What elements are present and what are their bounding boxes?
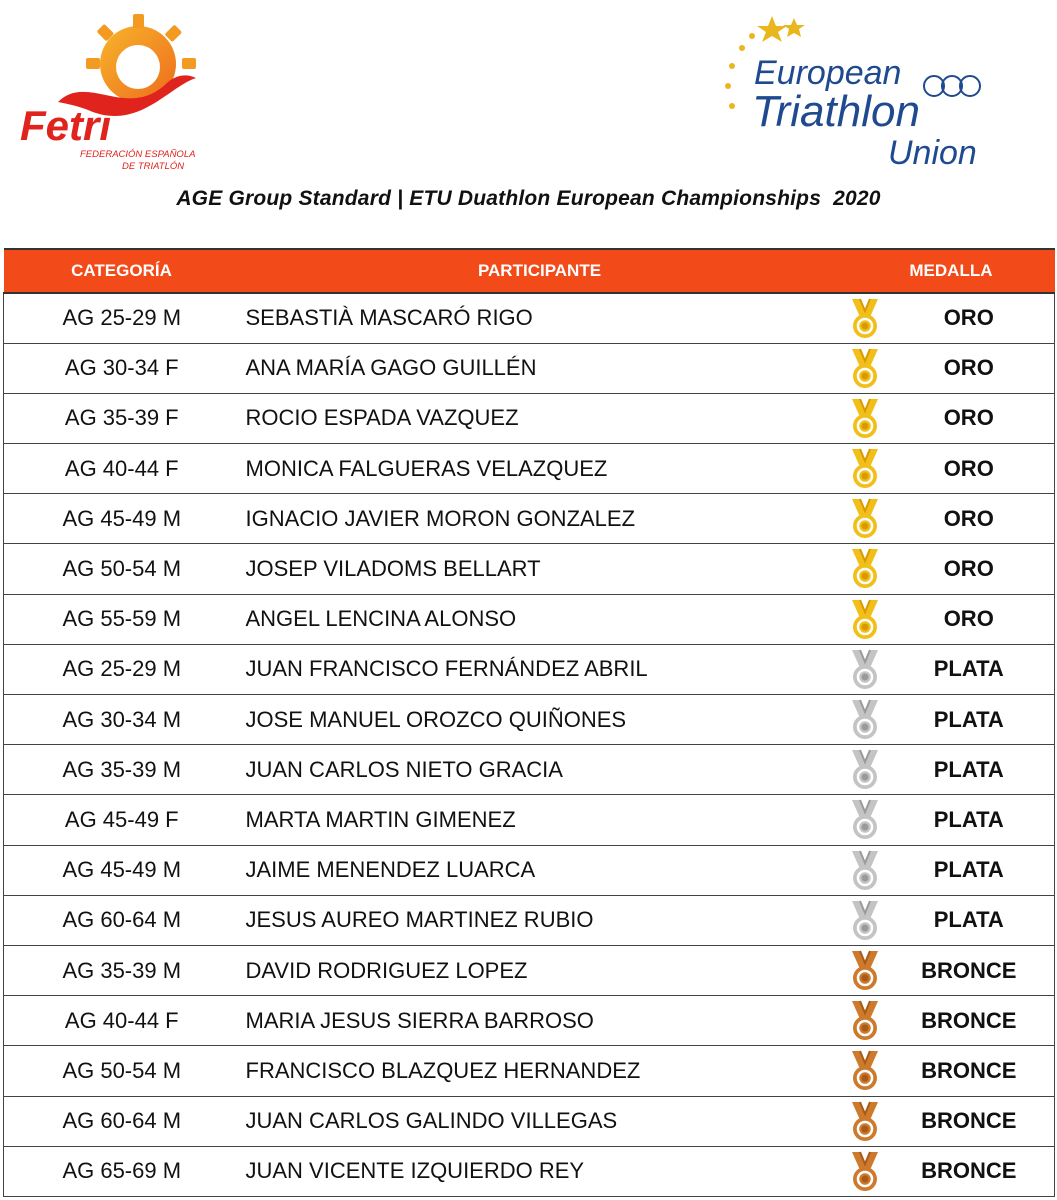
row-medal-cell [840, 845, 1055, 895]
table-row [4, 945, 1055, 995]
row-category: AG 35-39 M [4, 945, 240, 995]
medal-icon [848, 1100, 882, 1144]
header-participant: PARTICIPANTE [240, 249, 840, 293]
medal-icon [848, 447, 882, 491]
fetri-wordmark: Fetri [20, 102, 112, 149]
row-medal: BRONCE [921, 1108, 1017, 1134]
row-medal-cell [840, 695, 1055, 745]
header-category: CATEGORÍA [4, 249, 240, 293]
row-category: AG 60-64 M [4, 895, 240, 945]
row-category: AG 55-59 M [4, 594, 240, 644]
document-header [0, 0, 1057, 250]
row-medal: ORO [943, 355, 994, 381]
etu-line-3: Union [888, 134, 977, 172]
row-medal: PLATA [933, 857, 1004, 883]
results-table [3, 248, 1055, 1197]
row-participant: JAIME MENENDEZ LUARCA [240, 845, 840, 895]
row-participant: JOSEP VILADOMS BELLART [240, 544, 840, 594]
table-row [4, 795, 1055, 845]
etu-logo [712, 8, 1012, 178]
row-medal-cell [840, 544, 1055, 594]
row-medal-cell [840, 895, 1055, 945]
row-medal-cell [840, 1046, 1055, 1096]
medal-icon [848, 1150, 882, 1194]
row-medal: ORO [943, 505, 994, 531]
table-row [4, 1046, 1055, 1096]
row-participant: FRANCISCO BLAZQUEZ HERNANDEZ [240, 1046, 840, 1096]
etu-line-1: European [754, 54, 902, 92]
row-participant: ANA MARÍA GAGO GUILLÉN [240, 343, 840, 393]
row-medal-cell [840, 996, 1055, 1046]
row-category: AG 35-39 F [4, 393, 240, 443]
medal-icon [848, 999, 882, 1043]
medal-icon [848, 297, 882, 341]
row-participant: JUAN CARLOS NIETO GRACIA [240, 745, 840, 795]
table-row [4, 1096, 1055, 1146]
row-medal: PLATA [933, 656, 1004, 682]
row-medal: PLATA [933, 806, 1004, 832]
row-medal-cell [840, 594, 1055, 644]
row-participant: DAVID RODRIGUEZ LOPEZ [240, 945, 840, 995]
table-row [4, 644, 1055, 694]
row-medal-cell [840, 494, 1055, 544]
row-participant: MARTA MARTIN GIMENEZ [240, 795, 840, 845]
row-category: AG 65-69 M [4, 1146, 240, 1196]
row-medal: BRONCE [921, 957, 1017, 983]
row-medal-cell [840, 795, 1055, 845]
row-category: AG 45-49 M [4, 494, 240, 544]
row-category: AG 40-44 F [4, 444, 240, 494]
medal-icon [848, 648, 882, 692]
medal-icon [848, 397, 882, 441]
row-category: AG 60-64 M [4, 1096, 240, 1146]
row-medal-cell [840, 293, 1055, 343]
etu-line-2: Triathlon [752, 87, 920, 136]
row-medal-cell [840, 644, 1055, 694]
row-medal: BRONCE [921, 1158, 1017, 1184]
row-medal: PLATA [933, 706, 1004, 732]
rings-icon [924, 76, 980, 96]
row-category: AG 50-54 M [4, 544, 240, 594]
row-medal: BRONCE [921, 1007, 1017, 1033]
header-medal: MEDALLA [840, 249, 1055, 293]
row-medal: ORO [943, 606, 994, 632]
medal-icon [848, 1049, 882, 1093]
row-participant: JOSE MANUEL OROZCO QUIÑONES [240, 695, 840, 745]
fetri-logo [18, 12, 228, 182]
fetri-subtitle-2: DE TRIATLÓN [122, 161, 185, 172]
table-row [4, 594, 1055, 644]
row-medal: ORO [943, 556, 994, 582]
row-medal: ORO [943, 305, 994, 331]
row-category: AG 45-49 M [4, 845, 240, 895]
medal-icon [848, 748, 882, 792]
table-row [4, 895, 1055, 945]
table-row [4, 996, 1055, 1046]
row-participant: JUAN VICENTE IZQUIERDO REY [240, 1146, 840, 1196]
medal-icon [848, 798, 882, 842]
row-medal: PLATA [933, 907, 1004, 933]
table-row [4, 293, 1055, 343]
row-medal-cell [840, 945, 1055, 995]
row-medal-cell [840, 745, 1055, 795]
medal-icon [848, 849, 882, 893]
row-category: AG 30-34 M [4, 695, 240, 745]
row-participant: SEBASTIÀ MASCARÓ RIGO [240, 293, 840, 343]
row-medal-cell [840, 444, 1055, 494]
medal-icon [848, 497, 882, 541]
row-medal-cell [840, 393, 1055, 443]
row-category: AG 40-44 F [4, 996, 240, 1046]
table-row [4, 745, 1055, 795]
row-medal-cell [840, 1146, 1055, 1196]
table-row [4, 444, 1055, 494]
row-participant: ROCIO ESPADA VAZQUEZ [240, 393, 840, 443]
row-category: AG 25-29 M [4, 644, 240, 694]
row-medal: ORO [943, 455, 994, 481]
row-category: AG 35-39 M [4, 745, 240, 795]
medal-icon [848, 949, 882, 993]
medal-icon [848, 347, 882, 391]
fetri-sun-icon [86, 14, 196, 102]
row-category: AG 30-34 F [4, 343, 240, 393]
row-participant: JUAN FRANCISCO FERNÁNDEZ ABRIL [240, 644, 840, 694]
row-participant: IGNACIO JAVIER MORON GONZALEZ [240, 494, 840, 544]
table-row [4, 544, 1055, 594]
table-row [4, 393, 1055, 443]
row-participant: JESUS AUREO MARTINEZ RUBIO [240, 895, 840, 945]
table-row [4, 494, 1055, 544]
document-title: AGE Group Standard | ETU Duathlon European Championships 2020 [176, 187, 881, 210]
row-participant: MARIA JESUS SIERRA BARROSO [240, 996, 840, 1046]
fetri-subtitle-1: FEDERACIÓN ESPAÑOLA [80, 149, 196, 160]
medal-icon [848, 899, 882, 943]
medal-icon [848, 598, 882, 642]
row-medal: PLATA [933, 756, 1004, 782]
row-medal-cell [840, 1096, 1055, 1146]
row-participant: JUAN CARLOS GALINDO VILLEGAS [240, 1096, 840, 1146]
row-category: AG 25-29 M [4, 293, 240, 343]
medal-icon [848, 547, 882, 591]
medal-icon [848, 698, 882, 742]
table-row [4, 845, 1055, 895]
row-category: AG 50-54 M [4, 1046, 240, 1096]
row-participant: MONICA FALGUERAS VELAZQUEZ [240, 444, 840, 494]
row-medal: BRONCE [921, 1057, 1017, 1083]
table-row [4, 1146, 1055, 1196]
row-participant: ANGEL LENCINA ALONSO [240, 594, 840, 644]
row-medal-cell [840, 343, 1055, 393]
row-medal: ORO [943, 405, 994, 431]
table-row [4, 343, 1055, 393]
row-category: AG 45-49 F [4, 795, 240, 845]
table-row [4, 695, 1055, 745]
table-header-row [4, 249, 1055, 293]
